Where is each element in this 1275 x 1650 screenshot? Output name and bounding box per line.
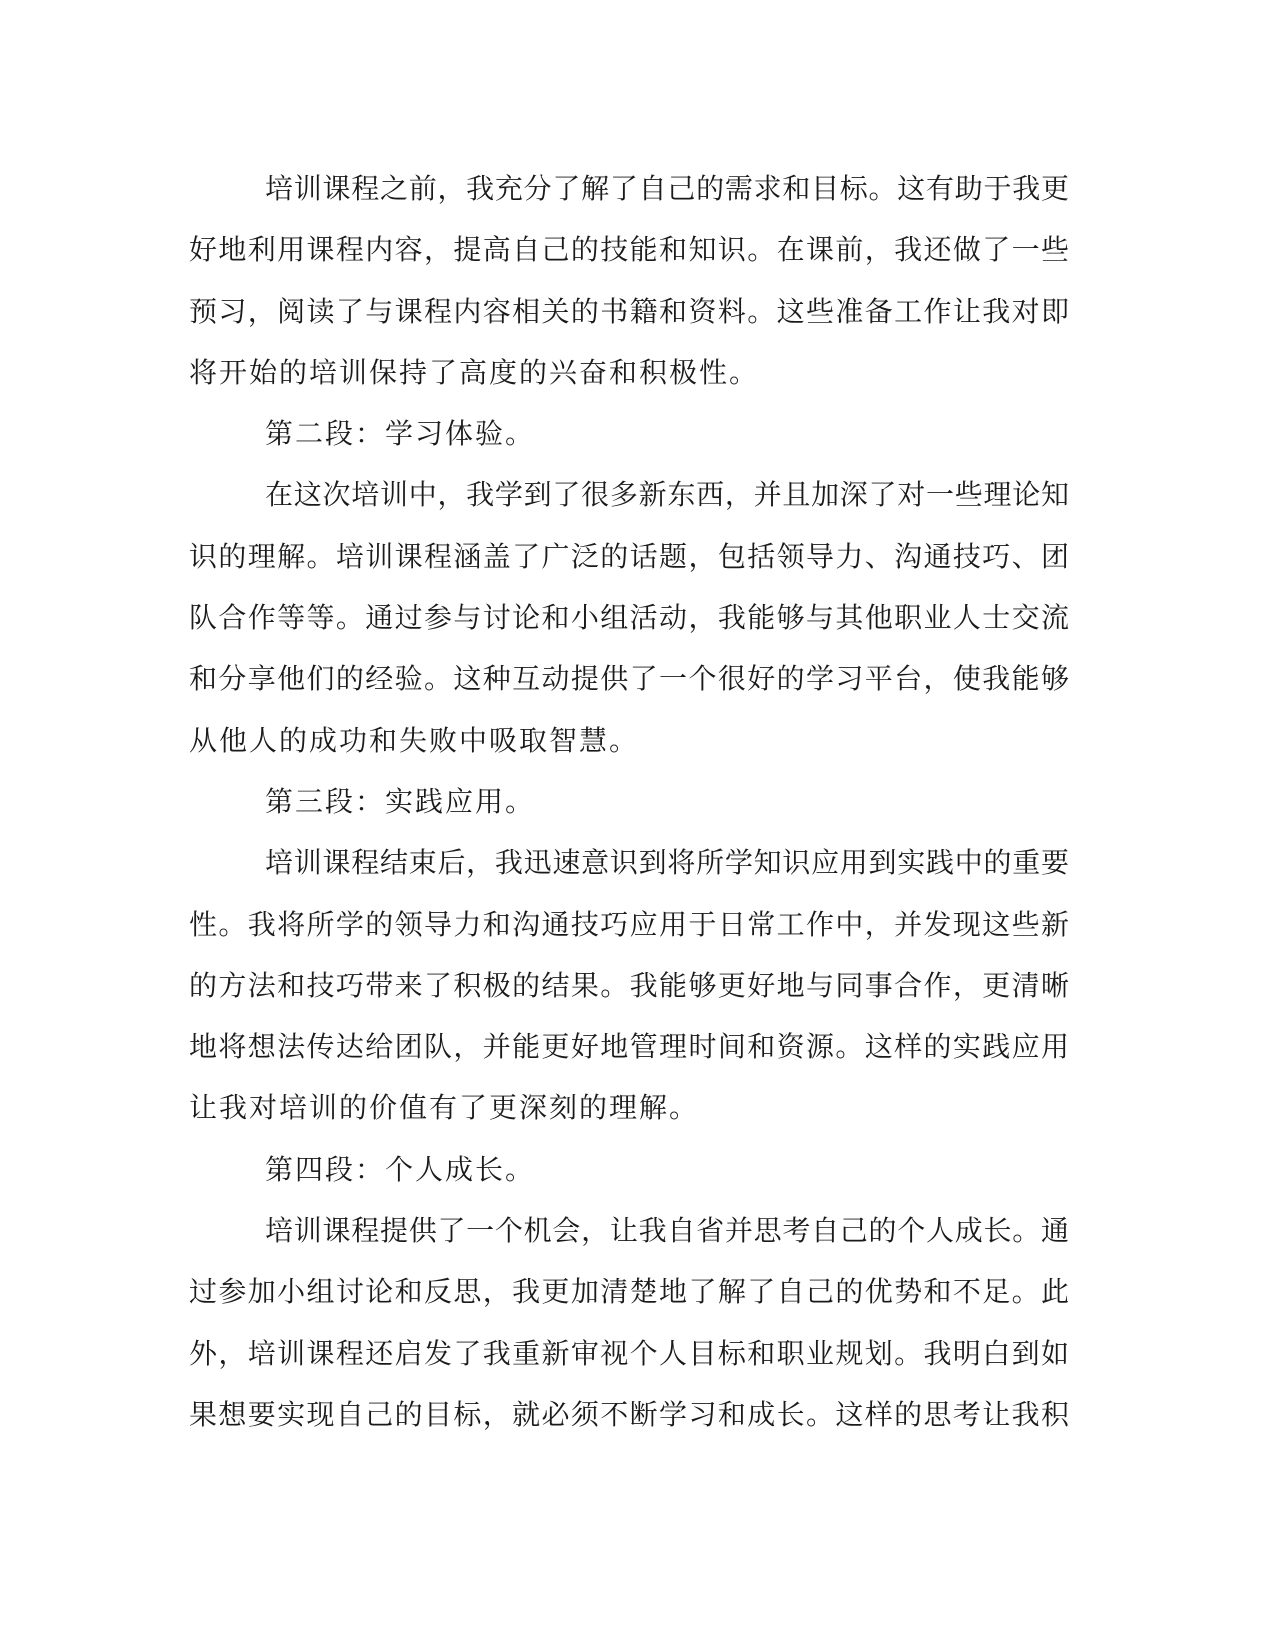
- paragraph-preparation: [189, 158, 1069, 403]
- paragraph-learning-experience: [189, 464, 1069, 770]
- text-line: 地将想法传达给团队，并能更好地管理时间和资源。这样的实践应用: [189, 1030, 1069, 1064]
- text-line: 培训课程之前，我充分了解了自己的需求和目标。这有助于我更: [265, 172, 1069, 205]
- text-line: 识的理解。培训课程涵盖了广泛的话题，包括领导力、沟通技巧、团: [189, 539, 1069, 573]
- section-heading-4: [189, 1139, 1069, 1200]
- text-line: 和分享他们的经验。这种互动提供了一个很好的学习平台，使我能够: [189, 662, 1069, 696]
- text-line: 让我对培训的价值有了更深刻的理解。: [189, 1091, 700, 1125]
- heading-text: 第四段：个人成长。: [265, 1152, 536, 1186]
- text-line: 队合作等等。通过参与讨论和小组活动，我能够与其他职业人士交流: [189, 601, 1069, 635]
- paragraph-personal-growth: [189, 1200, 1069, 1445]
- text-line: 外，培训课程还启发了我重新审视个人目标和职业规划。我明白到如: [189, 1336, 1069, 1370]
- text-line: 预习，阅读了与课程内容相关的书籍和资料。这些准备工作让我对即: [189, 294, 1069, 328]
- text-line: 性。我将所学的领导力和沟通技巧应用于日常工作中，并发现这些新: [189, 907, 1069, 941]
- section-heading-2: [189, 403, 1069, 464]
- paragraph-practical-application: [189, 832, 1069, 1138]
- section-heading-3: [189, 771, 1069, 832]
- text-line: 将开始的培训保持了高度的兴奋和积极性。: [189, 355, 760, 389]
- text-line: 的方法和技巧带来了积极的结果。我能够更好地与同事合作，更清晰: [189, 968, 1069, 1002]
- heading-text: 第二段：学习体验。: [265, 417, 536, 451]
- text-line: 从他人的成功和失败中吸取智慧。: [189, 723, 640, 757]
- text-line: 培训课程提供了一个机会，让我自省并思考自己的个人成长。通: [265, 1214, 1069, 1248]
- text-line: 培训课程结束后，我迅速意识到将所学知识应用到实践中的重要: [265, 846, 1069, 880]
- text-line: 果想要实现自己的目标，就必须不断学习和成长。这样的思考让我积: [189, 1397, 1069, 1431]
- text-line: 过参加小组讨论和反思，我更加清楚地了解了自己的优势和不足。此: [189, 1275, 1069, 1309]
- heading-text: 第三段：实践应用。: [265, 784, 536, 818]
- text-line: 在这次培训中，我学到了很多新东西，并且加深了对一些理论知: [265, 478, 1069, 512]
- document-body: [189, 158, 1069, 1445]
- text-line: 好地利用课程内容，提高自己的技能和知识。在课前，我还做了一些: [189, 233, 1069, 267]
